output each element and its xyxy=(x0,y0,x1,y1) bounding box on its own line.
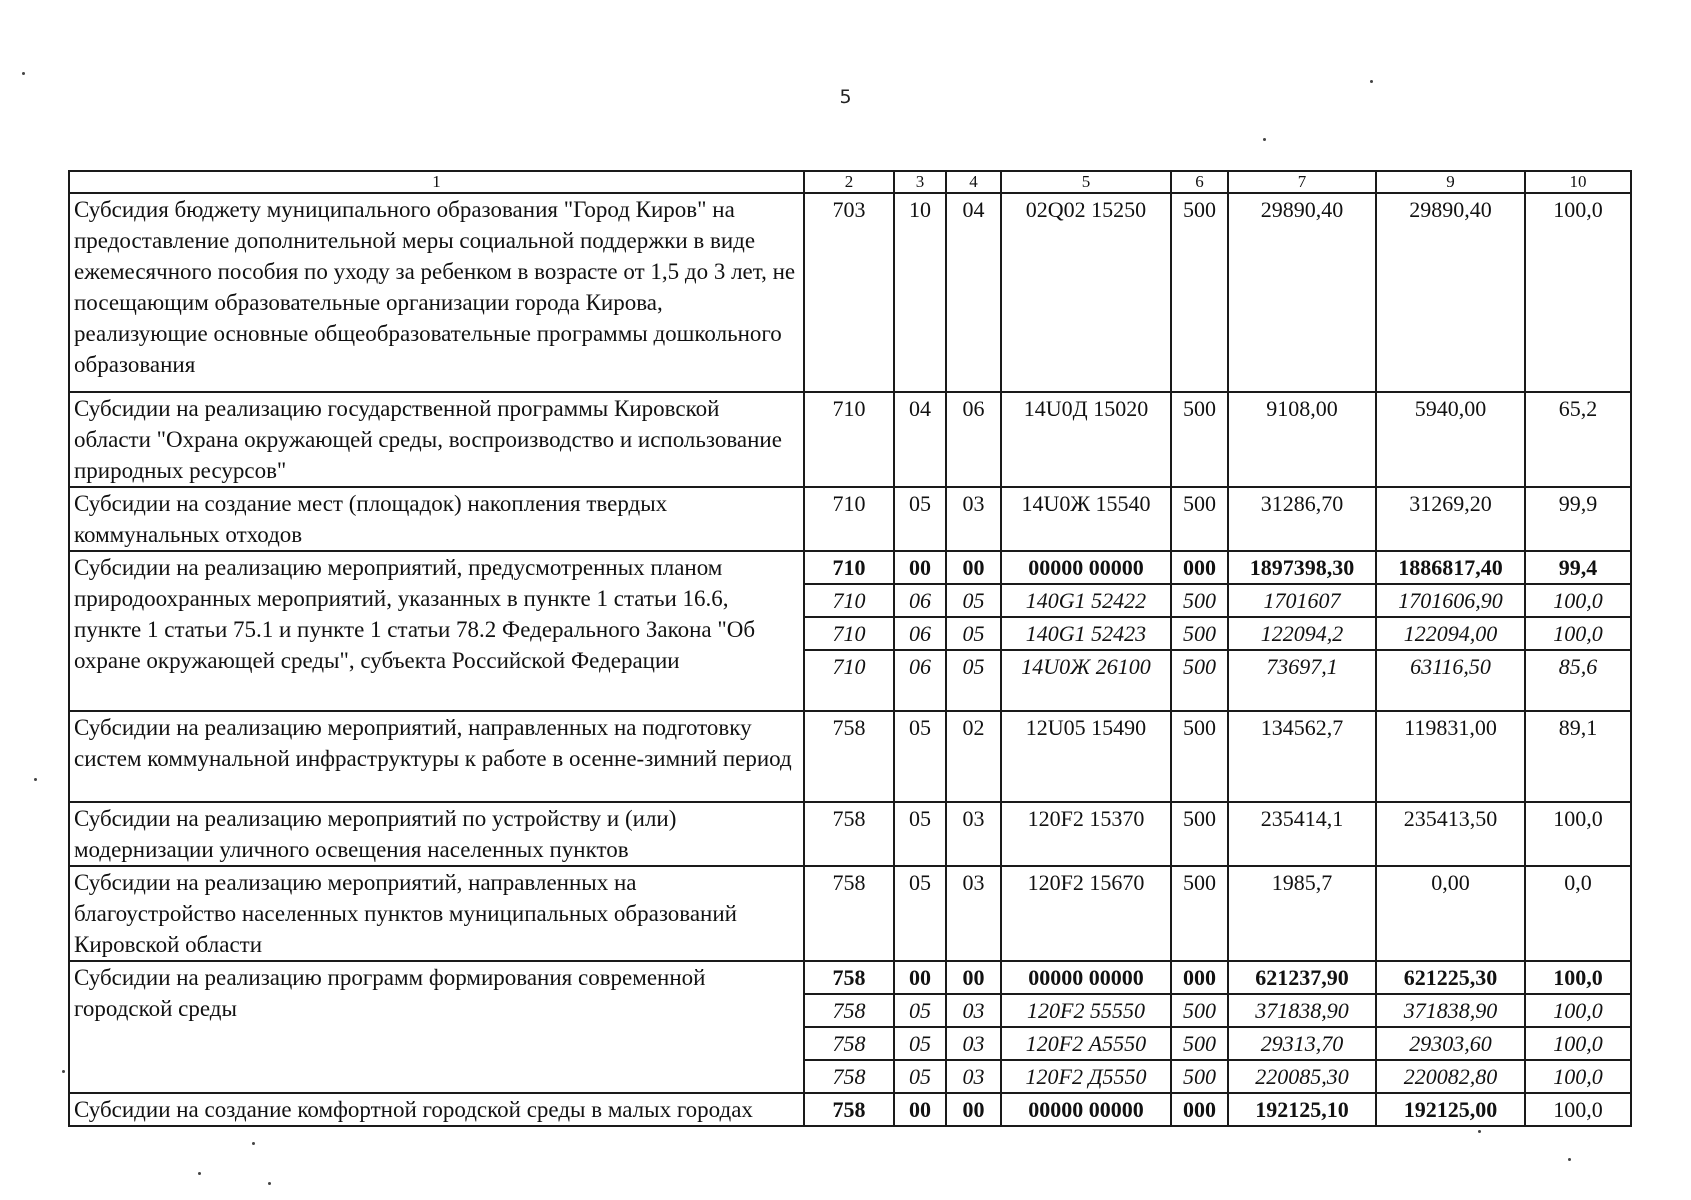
cell-value: 500 xyxy=(1171,1060,1228,1093)
cell-value: 00 xyxy=(894,551,946,584)
cell-value: 00 xyxy=(946,551,1001,584)
cell-value: 000 xyxy=(1171,961,1228,994)
header-cell: 4 xyxy=(946,171,1001,193)
table-row xyxy=(69,193,1631,392)
row-description: Субсидии на реализацию программ формирования современной городской среды xyxy=(69,961,804,1093)
cell-value: 192125,10 xyxy=(1228,1093,1376,1126)
table-row xyxy=(69,711,1631,802)
row-description: Субсидии на реализацию мероприятий по устройству и (или) модернизации уличного освещения населенных пунктов xyxy=(69,802,804,866)
cell-value: 100,0 xyxy=(1525,584,1631,617)
cell-value: 29313,70 xyxy=(1228,1027,1376,1060)
scan-speck xyxy=(1370,80,1373,83)
cell-value: 00000 00000 xyxy=(1001,1093,1171,1126)
cell-value: 00 xyxy=(894,961,946,994)
scan-speck xyxy=(268,1182,271,1185)
cell-value: 03 xyxy=(946,802,1001,866)
cell-value: 05 xyxy=(894,866,946,961)
scan-speck xyxy=(1478,1130,1481,1133)
cell-value: 06 xyxy=(894,584,946,617)
cell-value: 63116,50 xyxy=(1376,650,1525,711)
cell-value: 758 xyxy=(804,866,894,961)
cell-value: 119831,00 xyxy=(1376,711,1525,802)
table-row xyxy=(69,961,1631,994)
cell-value: 120F2 15670 xyxy=(1001,866,1171,961)
cell-value: 120F2 55550 xyxy=(1001,994,1171,1027)
cell-value: 621237,90 xyxy=(1228,961,1376,994)
cell-value: 758 xyxy=(804,961,894,994)
cell-value: 00000 00000 xyxy=(1001,961,1171,994)
cell-value: 05 xyxy=(894,711,946,802)
cell-value: 758 xyxy=(804,711,894,802)
cell-value: 120F2 Д5550 xyxy=(1001,1060,1171,1093)
table-row xyxy=(69,551,1631,584)
cell-value: 05 xyxy=(946,617,1001,650)
cell-value: 192125,00 xyxy=(1376,1093,1525,1126)
cell-value: 500 xyxy=(1171,584,1228,617)
cell-value: 758 xyxy=(804,802,894,866)
cell-value: 1701607 xyxy=(1228,584,1376,617)
cell-value: 100,0 xyxy=(1525,1093,1631,1126)
header-cell: 2 xyxy=(804,171,894,193)
cell-value: 04 xyxy=(946,193,1001,392)
table-row xyxy=(69,392,1631,487)
cell-value: 100,0 xyxy=(1525,994,1631,1027)
cell-value: 85,6 xyxy=(1525,650,1631,711)
header-cell: 3 xyxy=(894,171,946,193)
cell-value: 710 xyxy=(804,650,894,711)
cell-value: 65,2 xyxy=(1525,392,1631,487)
cell-value: 9108,00 xyxy=(1228,392,1376,487)
cell-value: 03 xyxy=(946,487,1001,551)
budget-table xyxy=(68,170,1632,1127)
cell-value: 1701606,90 xyxy=(1376,584,1525,617)
row-description: Субсидии на реализацию мероприятий, предусмотренных планом природоохранных мероприятий, указанных в пункте 1 статьи 16.6, пункте 1 статьи 75.1 и пункте 1 статьи 78.2 Федерального Закона "Об охране окружающей среды", субъекта Российской Федерации xyxy=(69,551,804,711)
header-cell: 7 xyxy=(1228,171,1376,193)
cell-value: 10 xyxy=(894,193,946,392)
cell-value: 371838,90 xyxy=(1228,994,1376,1027)
scan-speck xyxy=(1263,138,1266,141)
cell-value: 710 xyxy=(804,617,894,650)
cell-value: 73697,1 xyxy=(1228,650,1376,711)
cell-value: 235413,50 xyxy=(1376,802,1525,866)
scan-speck xyxy=(252,1142,255,1145)
cell-value: 06 xyxy=(894,650,946,711)
cell-value: 05 xyxy=(946,584,1001,617)
cell-value: 03 xyxy=(946,994,1001,1027)
cell-value: 758 xyxy=(804,1027,894,1060)
cell-value: 122094,2 xyxy=(1228,617,1376,650)
cell-value: 120F2 А5550 xyxy=(1001,1027,1171,1060)
header-cell: 5 xyxy=(1001,171,1171,193)
cell-value: 05 xyxy=(894,802,946,866)
cell-value: 1886817,40 xyxy=(1376,551,1525,584)
cell-value: 500 xyxy=(1171,617,1228,650)
cell-value: 00 xyxy=(894,1093,946,1126)
row-description: Субсидии на создание мест (площадок) накопления твердых коммунальных отходов xyxy=(69,487,804,551)
cell-value: 500 xyxy=(1171,650,1228,711)
row-description: Субсидии на реализацию государственной программы Кировской области "Охрана окружающей среды, воспроизводство и использование природных ресурсов" xyxy=(69,392,804,487)
cell-value: 220082,80 xyxy=(1376,1060,1525,1093)
cell-value: 758 xyxy=(804,1060,894,1093)
cell-value: 00 xyxy=(946,961,1001,994)
header-cell: 6 xyxy=(1171,171,1228,193)
cell-value: 122094,00 xyxy=(1376,617,1525,650)
cell-value: 500 xyxy=(1171,487,1228,551)
cell-value: 29303,60 xyxy=(1376,1027,1525,1060)
cell-value: 100,0 xyxy=(1525,193,1631,392)
cell-value: 134562,7 xyxy=(1228,711,1376,802)
header-row xyxy=(69,171,1631,193)
cell-value: 29890,40 xyxy=(1376,193,1525,392)
row-description: Субсидии на создание комфортной городской среды в малых городах xyxy=(69,1093,804,1126)
cell-value: 99,9 xyxy=(1525,487,1631,551)
cell-value: 371838,90 xyxy=(1376,994,1525,1027)
cell-value: 03 xyxy=(946,1027,1001,1060)
cell-value: 100,0 xyxy=(1525,617,1631,650)
cell-value: 710 xyxy=(804,551,894,584)
cell-value: 14U0Ж 15540 xyxy=(1001,487,1171,551)
cell-value: 05 xyxy=(894,1060,946,1093)
scan-speck xyxy=(34,778,37,781)
cell-value: 31269,20 xyxy=(1376,487,1525,551)
cell-value: 05 xyxy=(894,487,946,551)
header-cell: 9 xyxy=(1376,171,1525,193)
cell-value: 500 xyxy=(1171,1027,1228,1060)
cell-value: 100,0 xyxy=(1525,961,1631,994)
cell-value: 100,0 xyxy=(1525,1027,1631,1060)
cell-value: 140G1 52422 xyxy=(1001,584,1171,617)
row-description: Субсидии на реализацию мероприятий, направленных на благоустройство населенных пунктов муниципальных образований Кировской области xyxy=(69,866,804,961)
cell-value: 710 xyxy=(804,487,894,551)
cell-value: 000 xyxy=(1171,1093,1228,1126)
cell-value: 621225,30 xyxy=(1376,961,1525,994)
cell-value: 14U0Д 15020 xyxy=(1001,392,1171,487)
scan-speck xyxy=(198,1172,201,1175)
cell-value: 29890,40 xyxy=(1228,193,1376,392)
cell-value: 220085,30 xyxy=(1228,1060,1376,1093)
header-cell: 1 xyxy=(69,171,804,193)
cell-value: 500 xyxy=(1171,802,1228,866)
page-number: 5 xyxy=(839,86,852,108)
row-description: Субсидия бюджету муниципального образования "Город Киров" на предоставление дополнительной меры социальной поддержки в виде ежемесячного пособия по уходу за ребенком в возрасте от 1,5 до 3 лет, не посещающим образовательные организации города Кирова, реализующие основные общеобразовательные программы дошкольного образования xyxy=(69,193,804,392)
cell-value: 05 xyxy=(894,1027,946,1060)
cell-value: 100,0 xyxy=(1525,1060,1631,1093)
cell-value: 100,0 xyxy=(1525,802,1631,866)
cell-value: 0,00 xyxy=(1376,866,1525,961)
table-row xyxy=(69,1093,1631,1126)
cell-value: 06 xyxy=(894,617,946,650)
row-description: Субсидии на реализацию мероприятий, направленных на подготовку систем коммунальной инфраструктуры к работе в осенне-зимний период xyxy=(69,711,804,802)
scan-speck xyxy=(1568,1158,1571,1161)
cell-value: 31286,70 xyxy=(1228,487,1376,551)
cell-value: 758 xyxy=(804,994,894,1027)
cell-value: 120F2 15370 xyxy=(1001,802,1171,866)
cell-value: 500 xyxy=(1171,711,1228,802)
cell-value: 710 xyxy=(804,392,894,487)
header-cell: 10 xyxy=(1525,171,1631,193)
cell-value: 89,1 xyxy=(1525,711,1631,802)
cell-value: 500 xyxy=(1171,392,1228,487)
cell-value: 0,0 xyxy=(1525,866,1631,961)
table-row xyxy=(69,487,1631,551)
cell-value: 06 xyxy=(946,392,1001,487)
cell-value: 04 xyxy=(894,392,946,487)
table-row xyxy=(69,802,1631,866)
cell-value: 14U0Ж 26100 xyxy=(1001,650,1171,711)
cell-value: 5940,00 xyxy=(1376,392,1525,487)
cell-value: 710 xyxy=(804,584,894,617)
cell-value: 03 xyxy=(946,866,1001,961)
scan-speck xyxy=(22,72,25,75)
cell-value: 703 xyxy=(804,193,894,392)
cell-value: 1897398,30 xyxy=(1228,551,1376,584)
cell-value: 500 xyxy=(1171,866,1228,961)
cell-value: 1985,7 xyxy=(1228,866,1376,961)
cell-value: 99,4 xyxy=(1525,551,1631,584)
cell-value: 000 xyxy=(1171,551,1228,584)
cell-value: 12U05 15490 xyxy=(1001,711,1171,802)
cell-value: 758 xyxy=(804,1093,894,1126)
cell-value: 02 xyxy=(946,711,1001,802)
cell-value: 05 xyxy=(894,994,946,1027)
cell-value: 500 xyxy=(1171,994,1228,1027)
scan-speck xyxy=(62,1070,65,1073)
cell-value: 05 xyxy=(946,650,1001,711)
cell-value: 00000 00000 xyxy=(1001,551,1171,584)
cell-value: 02Q02 15250 xyxy=(1001,193,1171,392)
cell-value: 235414,1 xyxy=(1228,802,1376,866)
table-row xyxy=(69,866,1631,961)
cell-value: 500 xyxy=(1171,193,1228,392)
cell-value: 140G1 52423 xyxy=(1001,617,1171,650)
cell-value: 03 xyxy=(946,1060,1001,1093)
cell-value: 00 xyxy=(946,1093,1001,1126)
